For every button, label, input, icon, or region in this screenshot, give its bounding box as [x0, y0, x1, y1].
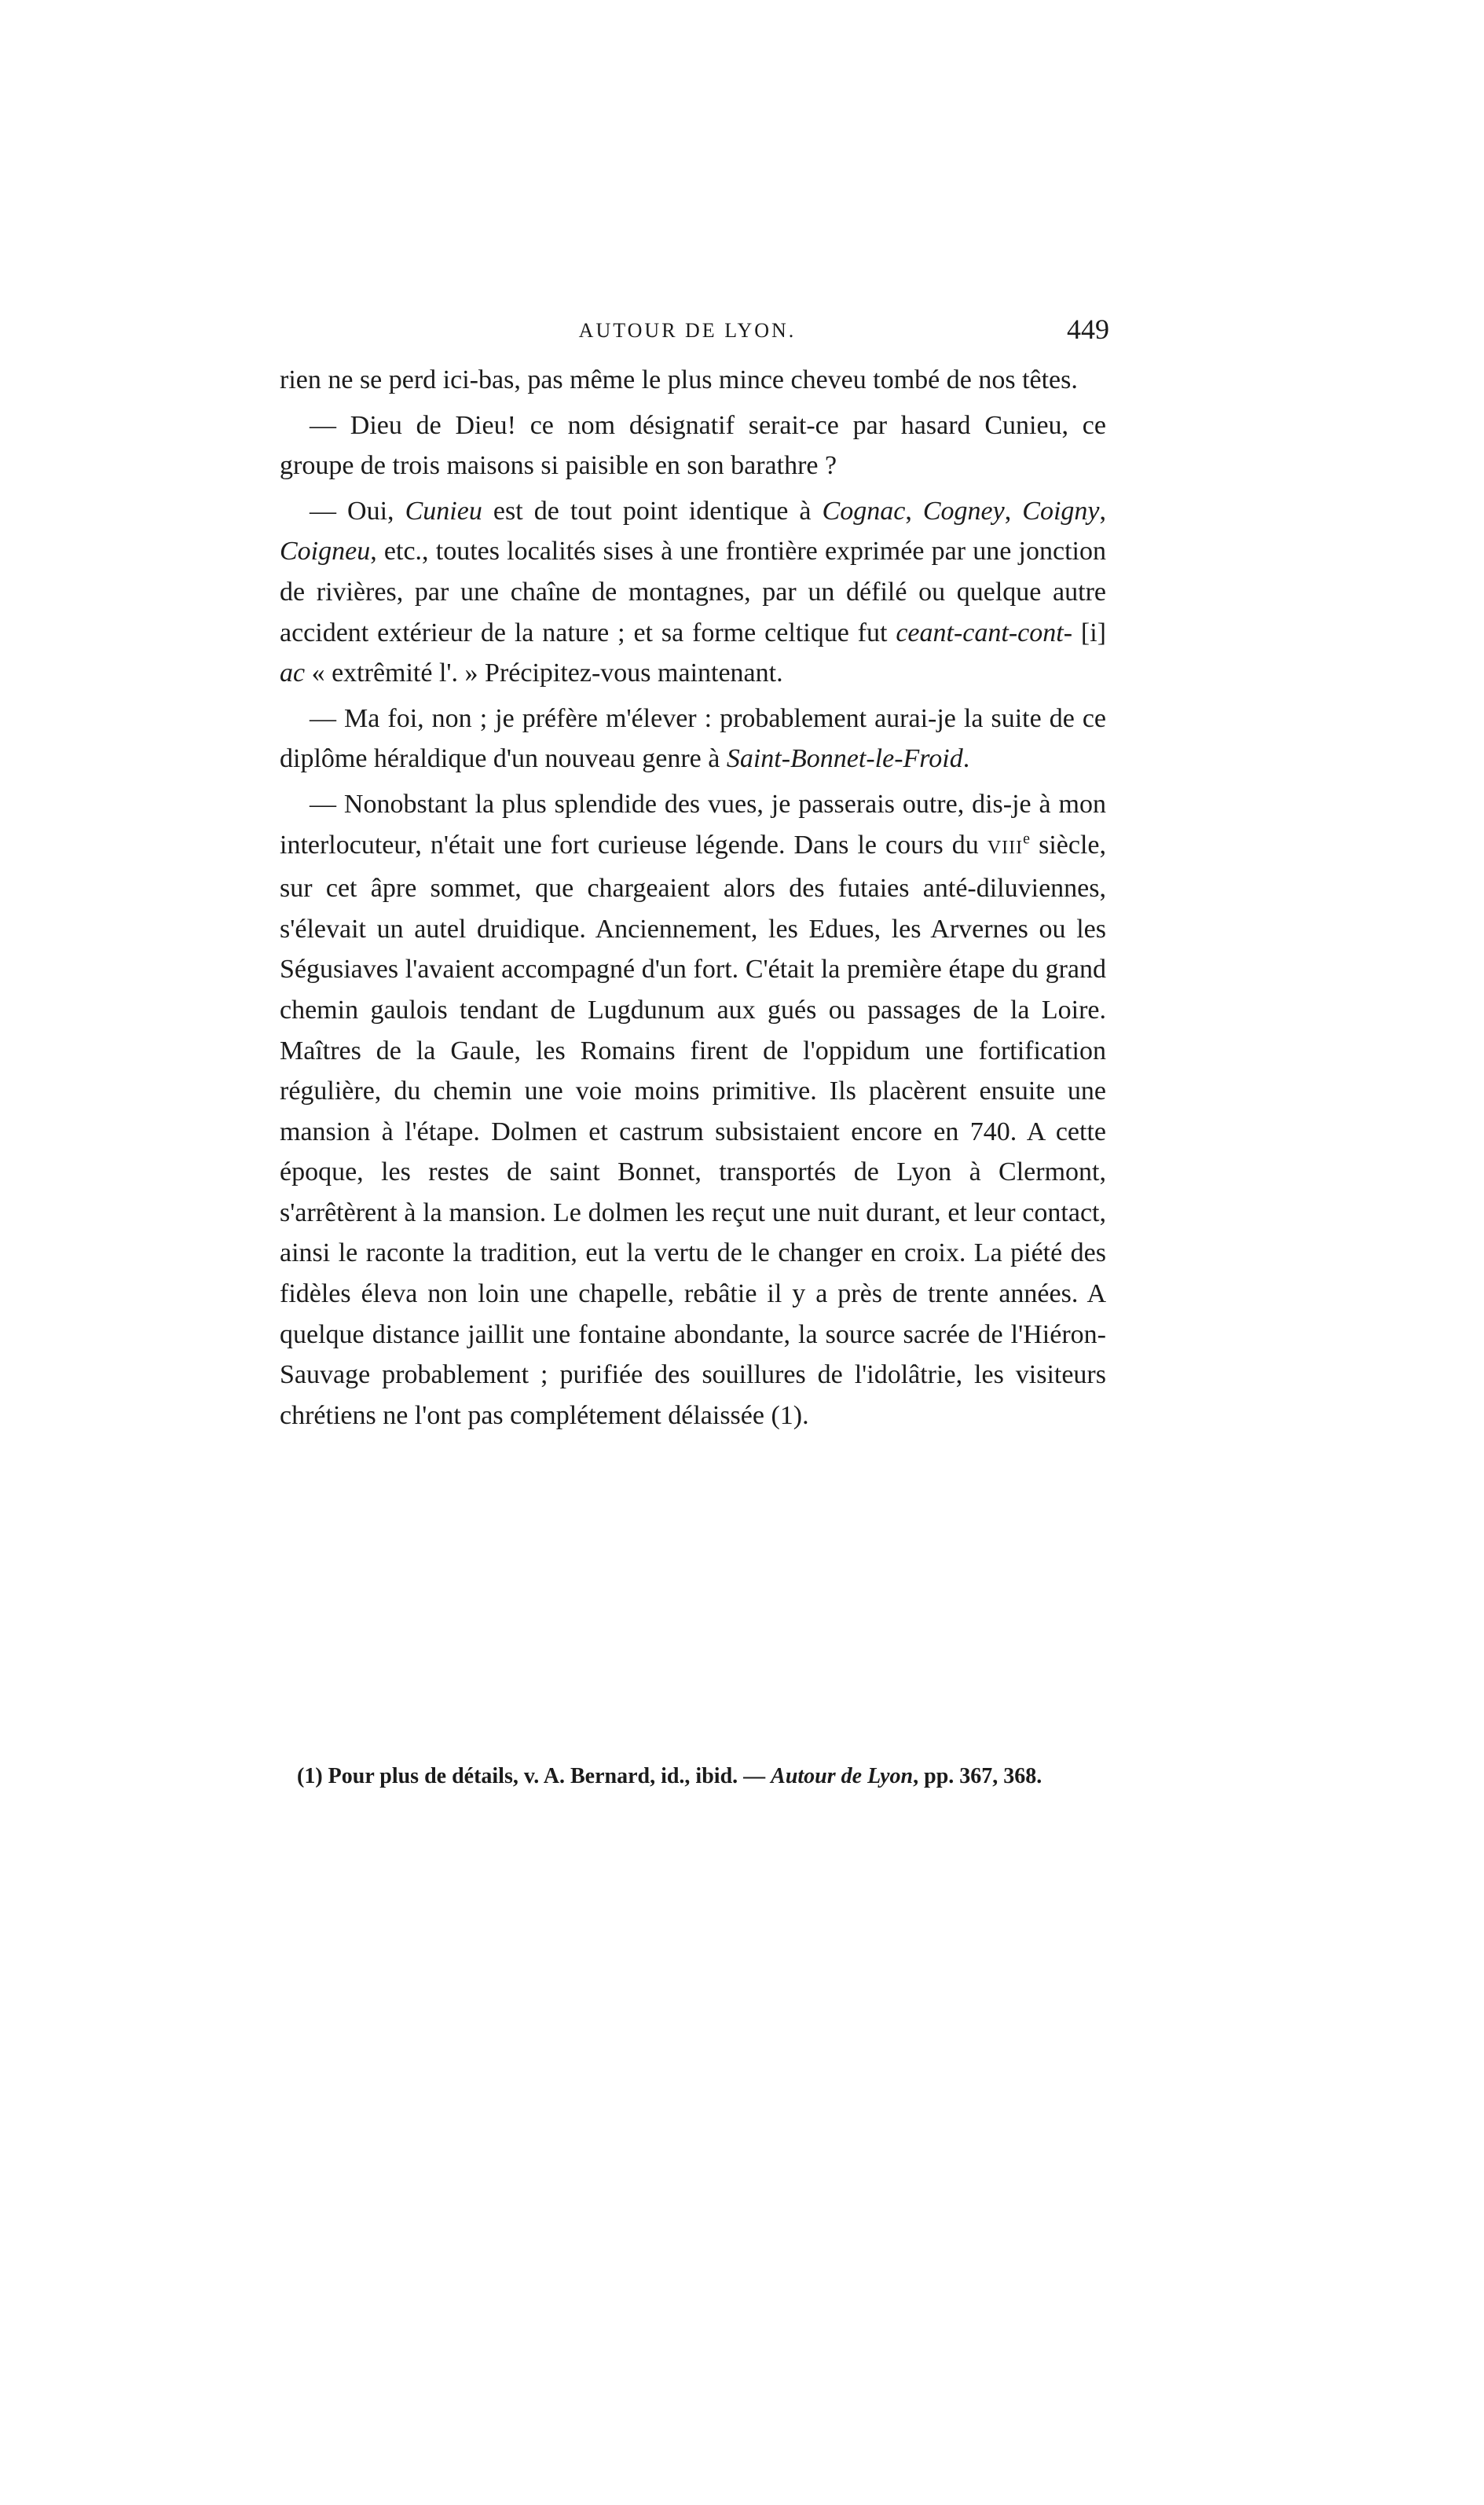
place-name-coigny: Coigny — [1022, 496, 1100, 526]
text-run: « extrêmité l'. » Précipitez-vous maintenant. — [305, 658, 783, 688]
text-run: , — [1004, 496, 1023, 526]
paragraph-4 — [280, 699, 1106, 779]
text-run: , — [1099, 496, 1107, 526]
text-run: — Nonobstant la plus splendide des vues, je passerais outre, dis-je à mon interlocuteur, n'était une fort curieuse légende. Dans le cours du — [280, 789, 1106, 860]
place-name-saint-bonnet: Saint-Bonnet-le-Froid — [726, 744, 963, 774]
footnote-text — [266, 1759, 1106, 1795]
paragraph-2: — Dieu de Dieu! ce nom désignatif serait-ce par hasard Cunieu, ce groupe de trois maisons si paisible en son barathre ? — [280, 410, 1106, 481]
place-name-cognac: Cognac — [822, 496, 906, 526]
paragraph-5 — [280, 784, 1106, 1436]
ordinal-suffix: e — [1023, 830, 1031, 848]
text-run: , pp. 367, 368. — [913, 1764, 1042, 1788]
text-run: siècle, sur cet âpre sommet, que chargeaient alors des futaies anté-diluviennes, s'élevait un autel druidique. Anciennement, les Edues, les Arvernes ou les Ségusiaves l'avaient accompagné d'un fort. C'était la première étape du grand chemin gaulois tendant de Lugdunum aux gués ou passages de la Loire. Maîtres de la Gaule, les Romains firent de l'oppidum une fortification régulière, du chemin une voie moins primitive. Ils placèrent ensuite une mansion à l'étape. Dolmen et castrum subsistaient encore en 740. A cette époque, les restes de saint Bonnet, transportés de Lyon à Clermont, s'arrêtèrent à la mansion. Le dolmen les reçut une nuit durant, et leur contact, ainsi le raconte la tradition, eut la vertu de le changer en croix. La piété des fidèles éleva non loin une chapelle, rebâtie il y a près de trente années. A quelque distance jaillit une fontaine abondante, la source sacrée de l'Hiéron-Sauvage probablement ; purifiée des souillures de l'idolâtrie, les visiteurs chrétiens ne l'ont pas complétement délaissée (1). — [280, 830, 1107, 1430]
running-head — [259, 313, 1116, 352]
cited-title: Autour de Lyon — [771, 1764, 914, 1788]
text-run: est de tout point identique à — [482, 496, 823, 526]
century-numeral: VIII — [987, 837, 1024, 858]
running-title: AUTOUR DE LYON. — [578, 319, 797, 342]
text-run: , etc., toutes localités sises à une frontière exprimée par une jonction de rivières, par une chaîne de montagnes, par un défilé ou quelque autre accident extérieur de la nature ; et sa forme celtique fut — [280, 537, 1106, 647]
text-run: — Oui, — [310, 496, 405, 526]
text-run: — Ma foi, non ; je préfère m'élever : probablement aurai-je la suite de ce diplôme héraldique d'un nouveau genre à — [280, 703, 1106, 774]
celtic-suffix: ac — [280, 658, 306, 688]
text-run: (1) Pour plus de détails, v. A. Bernard, id., ibid. — — [297, 1764, 771, 1788]
text-run: . — [962, 744, 970, 774]
footnote — [266, 1759, 1106, 1795]
page-number: 449 — [1067, 314, 1109, 345]
paragraph-3 — [280, 491, 1106, 694]
paragraph-1: rien ne se perd ici-bas, pas même le plus mince cheveu tombé de nos têtes. — [280, 365, 1078, 394]
celtic-form: ceant-cant-cont- — [896, 618, 1073, 647]
place-name-cogney: Cogney — [922, 496, 1005, 526]
place-name-coigneu: Coigneu — [280, 537, 371, 567]
text-run: , — [905, 496, 923, 526]
place-name-cunieu: Cunieu — [405, 496, 482, 526]
body-text — [280, 360, 1106, 1440]
text-run: [i] — [1072, 618, 1106, 647]
